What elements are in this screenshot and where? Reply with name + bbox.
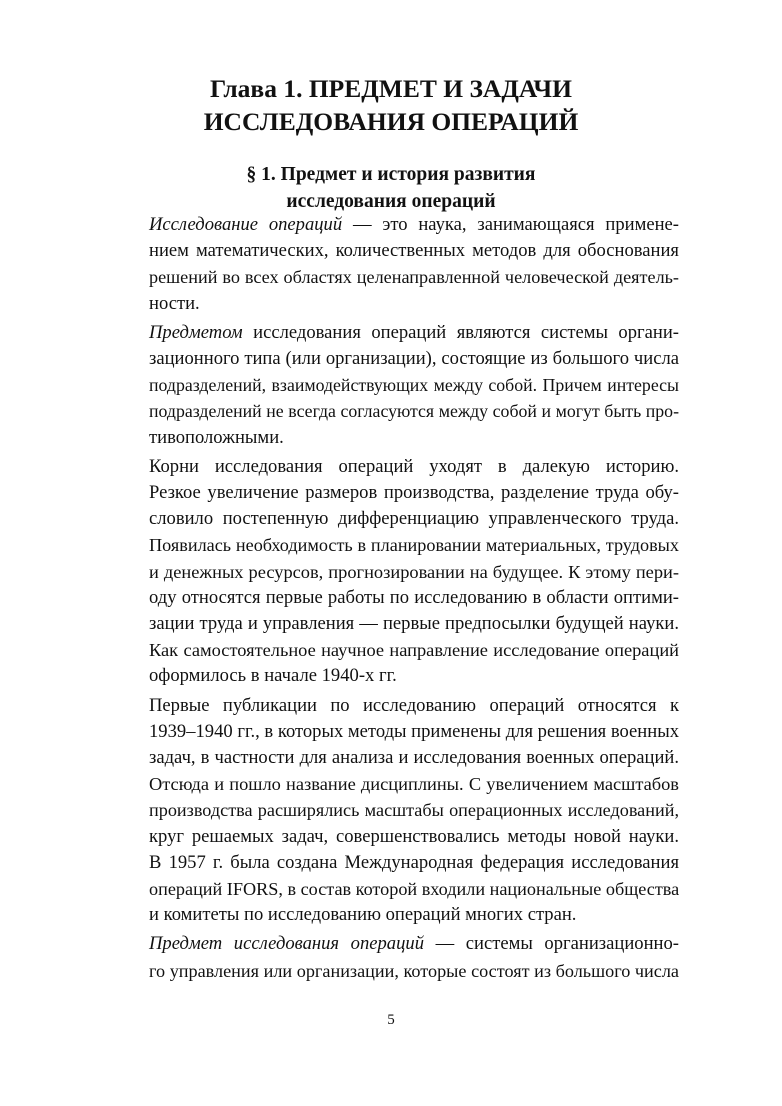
- text-line: [103, 346, 679, 372]
- line-text: словило постепенную дифференциацию управленческого труда.: [149, 508, 679, 530]
- text-line: [103, 745, 679, 771]
- text-line: [103, 212, 679, 238]
- text-line: [103, 454, 679, 480]
- section-title: [103, 161, 679, 215]
- emphasized-term: Предметом: [149, 321, 243, 343]
- text-line: [103, 637, 679, 663]
- text-line: [103, 797, 679, 823]
- text-line: [103, 320, 679, 346]
- line-text: оду относятся первые работы по исследованию в области оптими-: [149, 586, 679, 608]
- line-text: производства расширялись масштабы операционных исследований,: [149, 800, 679, 821]
- line-text: исследования операций являются системы органи-: [242, 321, 679, 343]
- text-line: [103, 398, 679, 424]
- line-text: Отсюда и пошло название дисциплины. С увеличением масштабов: [149, 774, 679, 795]
- line-text: решений во всех областях целенаправленной человеческой деятель-: [149, 267, 679, 288]
- text-line: [103, 876, 679, 902]
- text-line: [103, 663, 679, 689]
- emphasized-term: Предмет исследования операций: [149, 933, 424, 955]
- line-text: ности.: [149, 292, 200, 314]
- text-line: [103, 532, 679, 558]
- line-text: го управления или организации, которые состоят из большого числа: [149, 960, 679, 981]
- line-text: задач, в частности для анализа и исследования военных операций.: [149, 747, 679, 769]
- paragraph: [103, 693, 679, 929]
- paragraph: [103, 931, 679, 983]
- line-text: операций IFORS, в состав которой входили национальные общества: [149, 879, 680, 900]
- paragraph: [103, 320, 679, 451]
- line-text: тивоположными.: [149, 426, 284, 448]
- section-title-line-1: § 1. Предмет и история развития: [246, 164, 536, 185]
- line-text: 1939–1940 гг., в которых методы применены для решения военных: [149, 720, 679, 742]
- paragraph: [103, 212, 679, 317]
- text-line: [103, 425, 679, 451]
- line-text: круг решаемых задач, совершенствовались методы новой науки.: [149, 825, 679, 847]
- page-number: 5: [387, 1012, 395, 1028]
- text-line: [103, 931, 679, 957]
- text-line: [103, 372, 679, 398]
- text-line: [103, 506, 679, 532]
- emphasized-term: Исследование операций: [149, 214, 343, 235]
- text-line: [103, 238, 679, 264]
- text-line: [103, 850, 679, 876]
- body-text: [103, 212, 679, 987]
- text-line: [103, 264, 679, 290]
- text-line: [103, 480, 679, 506]
- line-text: Первые публикации по исследованию операций относятся к: [149, 694, 679, 716]
- text-line: [103, 559, 679, 585]
- section-title-line-2: исследования операций: [286, 191, 496, 212]
- text-line: [103, 771, 679, 797]
- book-page: [103, 0, 679, 1106]
- line-text: Как самостоятельное научное направление исследование операций: [149, 640, 679, 661]
- line-text: Резкое увеличение размеров производства, разделение труда обу-: [149, 482, 679, 504]
- line-text: зационного типа (или организации), состоящие из большого числа: [149, 348, 679, 370]
- chapter-title-line-1: Глава 1. ПРЕДМЕТ И ЗАДАЧИ: [210, 74, 572, 103]
- text-line: [103, 611, 679, 637]
- line-text: Появилась необходимость в планировании материальных, трудовых: [149, 535, 679, 556]
- text-line: [103, 719, 679, 745]
- text-line: [103, 291, 679, 317]
- line-text: и комитеты по исследованию операций многих стран.: [149, 904, 577, 926]
- line-text: подразделений не всегда согласуются между собой и могут быть про-: [149, 401, 679, 422]
- line-text: — системы организационно-: [424, 933, 679, 955]
- line-text: нием математических, количественных методов для обоснования: [149, 240, 679, 262]
- text-line: [103, 824, 679, 850]
- text-line: [103, 958, 679, 984]
- chapter-title-line-2: ИССЛЕДОВАНИЯ ОПЕРАЦИЙ: [203, 107, 579, 136]
- paragraph: [103, 454, 679, 690]
- line-text: и денежных ресурсов, прогнозировании на будущее. К этому пери-: [149, 561, 679, 582]
- text-line: [103, 693, 679, 719]
- text-line: [103, 902, 679, 928]
- line-text: Корни исследования операций уходят в далекую историю.: [149, 455, 679, 477]
- line-text: — это наука, занимающаяся примене-: [342, 214, 679, 235]
- line-text: зации труда и управления — первые предпосылки будущей науки.: [149, 613, 679, 635]
- line-text: оформилось в начале 1940-х гг.: [149, 665, 397, 687]
- text-line: [103, 585, 679, 611]
- line-text: В 1957 г. была создана Международная федерация исследования: [149, 851, 679, 873]
- line-text: подразделений, взаимодействующих между собой. Причем интересы: [149, 375, 679, 396]
- chapter-title: [103, 72, 679, 138]
